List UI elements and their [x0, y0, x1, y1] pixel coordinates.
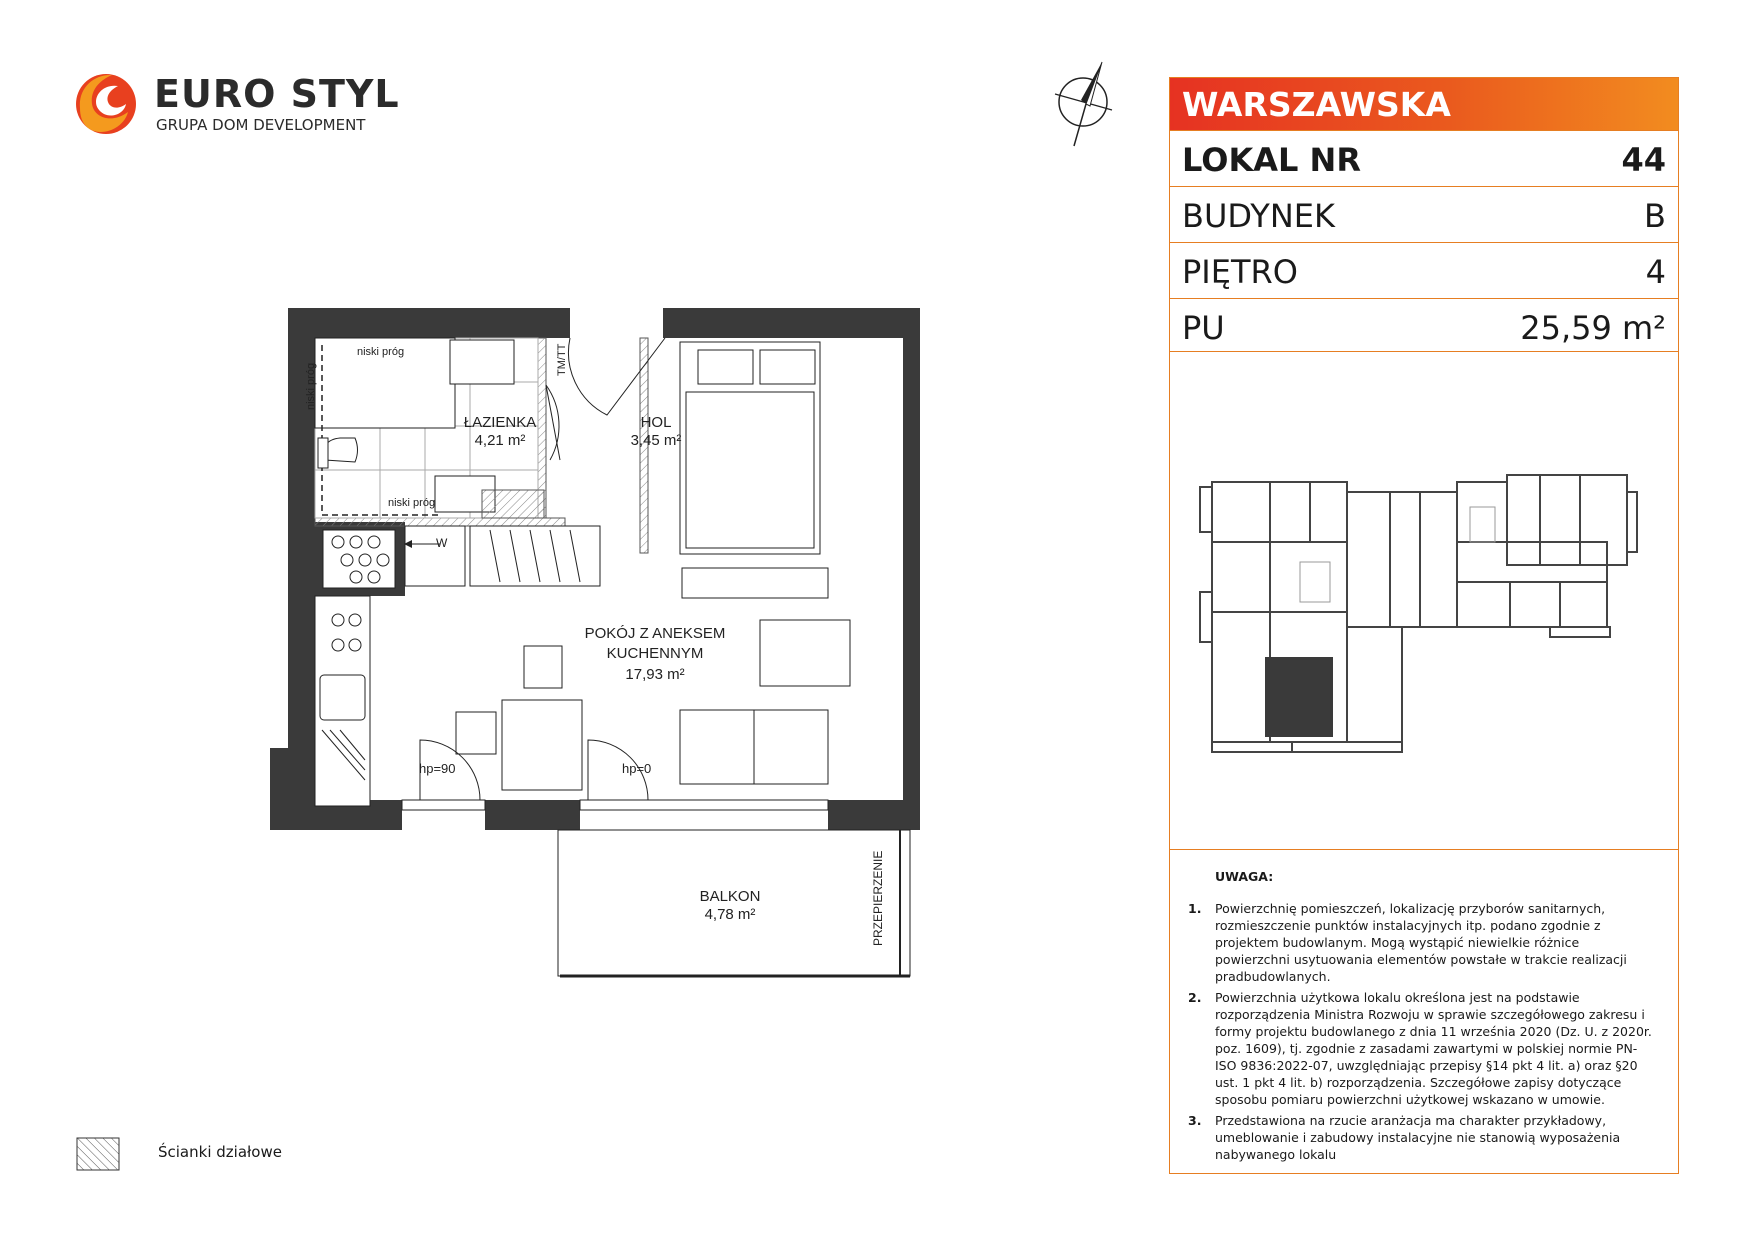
logo-flame-icon	[72, 68, 142, 138]
investment-title: WARSZAWSKA	[1170, 78, 1678, 130]
przepierzenie-label: PRZEPIERZENIE	[871, 850, 885, 946]
note-number: 1.	[1188, 901, 1202, 916]
room-name-pokoj-2: KUCHENNYM	[606, 645, 704, 662]
note-item	[1188, 989, 1653, 1108]
row-lokal-key: LOKAL NR	[1182, 141, 1361, 179]
niski-prog-label-2: niski próg	[388, 497, 436, 509]
niski-prog-label-3: niski próg	[305, 362, 317, 410]
note-item	[1188, 1112, 1653, 1163]
row-budynek	[1170, 186, 1678, 242]
row-pu	[1170, 298, 1678, 354]
logo-brand: EURO STYL	[154, 72, 400, 116]
note-number: 2.	[1188, 990, 1202, 1005]
row-pu-value: 25,59 m²	[1520, 309, 1666, 347]
hatch-legend-icon	[76, 1137, 120, 1171]
room-area-hol: 3,45 m²	[630, 432, 682, 449]
hp90-label: hp=90	[419, 761, 456, 776]
room-name-lazienka: ŁAZIENKA	[463, 414, 537, 431]
room-name-balkon: BALKON	[699, 888, 761, 905]
desk	[760, 620, 850, 686]
room-area-pokoj: 17,93 m²	[625, 666, 685, 683]
room-area-balkon: 4,78 m²	[704, 906, 756, 923]
row-pietro	[1170, 242, 1678, 298]
row-pietro-value: 4	[1645, 253, 1666, 291]
row-pu-key: PU	[1182, 309, 1225, 347]
chair-2	[456, 712, 496, 754]
info-panel	[1169, 77, 1679, 1174]
notes	[1170, 849, 1678, 1174]
tm-tt-label: TM/TT	[556, 343, 568, 376]
hp0-label: hp=0	[622, 761, 652, 776]
row-budynek-key: BUDYNEK	[1182, 197, 1335, 235]
room-name-hol: HOL	[640, 414, 672, 431]
w-label: W	[436, 536, 448, 550]
highlighted-unit	[1265, 657, 1333, 737]
legend-label: Ścianki działowe	[158, 1143, 282, 1161]
row-budynek-value: B	[1644, 197, 1666, 235]
washing-machine	[450, 340, 514, 384]
notes-list	[1188, 900, 1653, 1167]
compass-icon	[1050, 60, 1120, 150]
chair	[524, 646, 562, 688]
logo	[72, 66, 400, 146]
note-text: Powierzchnię pomieszczeń, lokalizację przyborów sanitarnych, rozmieszczenie punktów instalacyjnych itp. podano zgodnie z projektem budowlanym. Mogą wystąpić niewielkie różnice powierzchni usytuowania elementów powstałe w trakcie realizacji pradbudowlanych.	[1215, 901, 1627, 984]
note-number: 3.	[1188, 1113, 1202, 1128]
building-key-plan	[1170, 352, 1678, 843]
entry-door	[568, 338, 665, 415]
table	[502, 700, 582, 790]
room-area-lazienka: 4,21 m²	[474, 432, 526, 449]
logo-subtitle: GRUPA DOM DEVELOPMENT	[156, 116, 366, 134]
note-text: Powierzchnia użytkowa lokalu określona jest na podstawie rozporządzenia Ministra Rozwoju w sprawie szczegółowego zakresu i formy projektu budowlanego z dnia 11 września 2020 (Dz. U. z 2020r. poz. 1609), tj. zgodnie z zasadami zawartymi w polskiej normie PN-ISO 9836:2022-07, uwzględniając przepisy §14 pkt 4 lit. a) oraz §20 ust. 1 pkt 4 lit. b) rozporządzenia. Szczegółowe zapisy dotyczące sposobu pomiaru powierzchni użytkowej wskazano w umowie.	[1215, 990, 1652, 1107]
hob-top-icon	[323, 530, 395, 588]
note-text: Przedstawiona na rzucie aranżacja ma charakter przykładowy, umeblowanie i zabudowy instalacyjne nie stanowią wyposażenia nabywanego lokalu	[1215, 1113, 1621, 1162]
niski-prog-label-1: niski próg	[357, 346, 405, 358]
room-name-pokoj: POKÓJ Z ANEKSEM	[584, 625, 726, 642]
notes-header: UWAGA:	[1215, 869, 1274, 884]
row-pietro-key: PIĘTRO	[1182, 253, 1298, 291]
row-lokal-value: 44	[1621, 141, 1666, 179]
sink-icon	[320, 675, 365, 720]
note-item	[1188, 900, 1653, 985]
key-plan	[1170, 351, 1678, 843]
row-lokal	[1170, 130, 1678, 186]
toilet-icon	[324, 438, 358, 462]
